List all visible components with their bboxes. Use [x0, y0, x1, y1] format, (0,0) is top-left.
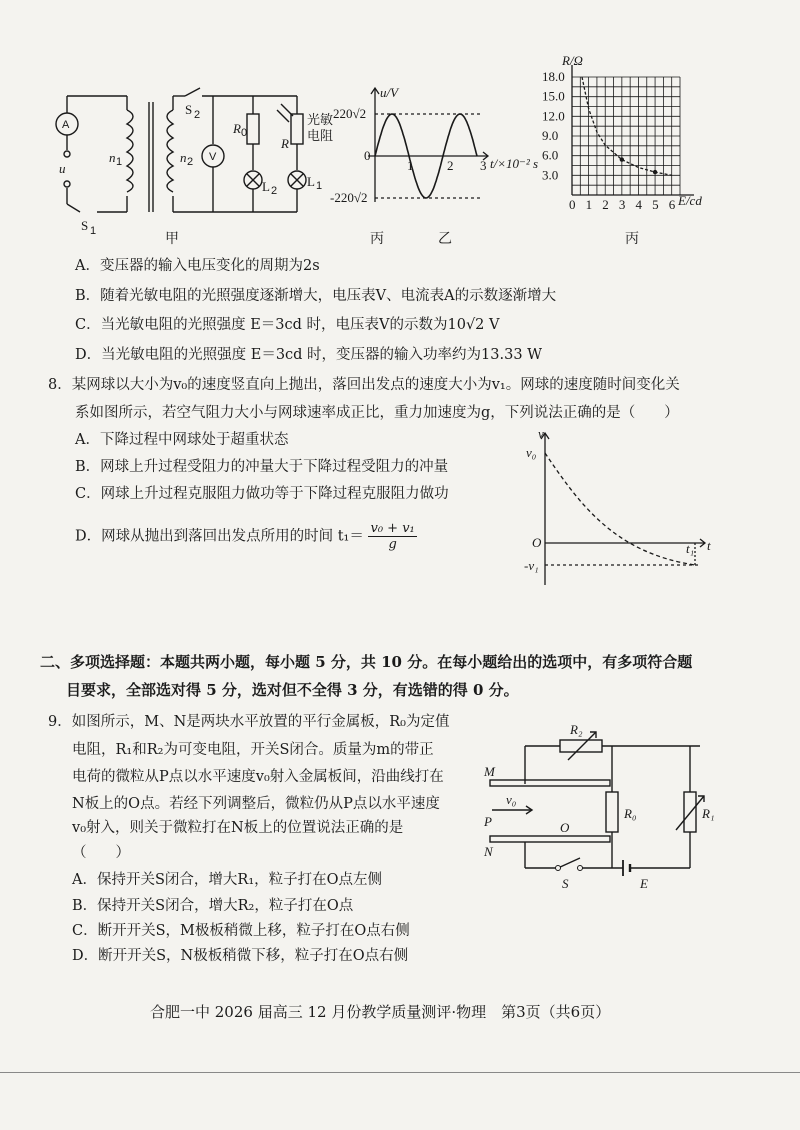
figure-yi-sine: [330, 80, 540, 215]
bing-ylabel: R/Ω: [562, 55, 583, 68]
yi-tick-0: 0: [364, 148, 371, 163]
circuit-e-label: E: [640, 876, 648, 891]
q8-option-d: [75, 521, 417, 552]
figure-jia-circuit: [45, 80, 345, 245]
yi-tick-1: 1: [407, 158, 414, 173]
section2-line1: 二、多项选择题：本题共两小题，每小题 5 分，共 10 分。在每小题给出的选项中，有多项符合题: [40, 653, 693, 671]
q9-stem-line5: v₀射入，则关于微粒打在N板上的位置说法正确的是: [72, 820, 404, 836]
q7-option-c: C．当光敏电阻的光照强度 E＝3cd 时，电压表V的示数为10√2 V: [75, 317, 500, 333]
bing-xlabel: E/cd: [678, 193, 702, 208]
chart-y-tick: 6.0: [542, 147, 559, 163]
chart-x-tick: 4: [635, 197, 642, 212]
circuit-r0-label: R₀: [624, 806, 637, 821]
svg-text:0: 0: [241, 127, 248, 139]
q8-fraction-den: g: [388, 537, 397, 552]
vt-v0: v₀: [526, 445, 537, 460]
svg-text:2: 2: [194, 109, 201, 121]
q8-fraction-num: v₀ + v₁: [370, 521, 415, 536]
q8-option-c: C．网球上升过程克服阻力做功等于下降过程克服阻力做功: [75, 486, 449, 502]
resistor-r2: [560, 740, 602, 752]
chart-x-tick: 5: [652, 197, 659, 212]
vt-neg-v1: -v₁: [524, 558, 539, 573]
chart-x-tick: 0: [569, 197, 576, 212]
circuit-v0-label: v₀: [506, 792, 517, 807]
q9-stem-line3: 电荷的微粒从P点以水平速度v₀射入金属板间，沿曲线打在: [72, 769, 444, 785]
q9-option-b: B．保持开关S闭合，增大R₂，粒子打在O点: [72, 898, 354, 914]
primary-coil: [127, 110, 133, 192]
svg-text:2: 2: [271, 185, 278, 197]
q9-stem-line6: （ ）: [72, 845, 130, 861]
l2-label: L: [262, 179, 270, 194]
n1-label: n: [109, 150, 116, 165]
r-label: R: [281, 136, 289, 151]
voltmeter-label: V: [209, 151, 217, 163]
vt-ylabel: v: [538, 426, 544, 441]
photoresistor: [291, 114, 303, 144]
q9-stem-line1: 9．如图所示，M、N是两块水平放置的平行金属板，R₀为定值: [48, 714, 450, 730]
chart-y-tick: 12.0: [542, 108, 565, 124]
chart-x-tick: 2: [602, 197, 609, 212]
circuit-r1-label: R₁: [702, 806, 715, 821]
q9-circuit: [480, 718, 720, 893]
page-edge-line: [0, 1072, 800, 1073]
chart-point: [620, 157, 624, 161]
switch-s2-label: S: [185, 102, 193, 117]
q8-vt-graph: [520, 425, 720, 590]
n2-label: n: [180, 150, 187, 165]
l1-label: L: [307, 174, 315, 189]
q7-option-a: A．变压器的输入电压变化的周期为2s: [75, 258, 320, 274]
section2-line2: 目要求，全部选对得 5 分，选对但不全得 3 分，有选错的得 0 分。: [66, 681, 519, 699]
figure-bing-chart: [530, 55, 715, 225]
q9-option-a: A．保持开关S闭合，增大R₁，粒子打在O点左侧: [72, 872, 383, 888]
chart-point: [653, 170, 657, 174]
yi-ymax: 220√2: [333, 106, 367, 121]
q8-stem-line2: 系如图所示，若空气阻力大小与网球速率成正比，重力加速度为g，下列说法正确的是（ ）: [75, 405, 679, 421]
circuit-p-label: P: [484, 814, 492, 829]
chart-y-tick: 3.0: [542, 167, 559, 183]
q7-option-d: D．当光敏电阻的光照强度 E＝3cd 时，变压器的输入功率约为13.33 W: [75, 347, 543, 363]
q7-option-b: B．随着光敏电阻的光照强度逐渐增大，电压表V、电流表A的示数逐渐增大: [75, 288, 557, 304]
chart-x-tick: 6: [668, 197, 676, 212]
q9-option-d: D．断开开关S，N极板稍微下移，粒子打在O点右侧: [72, 948, 409, 964]
q9-stem-line4: N板上的O点。若经下列调整后，微粒仍从P点以水平速度: [72, 796, 440, 812]
secondary-coil: [167, 110, 173, 192]
sensor-label-2: 电阻: [307, 128, 334, 143]
yi-tick-2: 2: [447, 158, 454, 173]
q9-stem-line2: 电阻，R₁和R₂为可变电阻，开关S闭合。质量为m的带正: [72, 742, 434, 758]
caption-yi: 乙: [438, 231, 452, 247]
caption-jia: 甲: [165, 231, 179, 247]
yi-ymin: -220√2: [330, 190, 368, 205]
q8-fraction: [368, 521, 416, 552]
svg-text:1: 1: [116, 156, 123, 168]
plate-m: [490, 780, 610, 786]
vt-xlabel: t: [707, 538, 711, 553]
yi-ylabel: u/V: [380, 85, 399, 100]
r0-label: R: [233, 121, 241, 136]
q8-option-a: A．下降过程中网球处于超重状态: [75, 432, 289, 448]
circuit-s-label: S: [562, 876, 569, 891]
svg-text:1: 1: [90, 225, 97, 237]
input-u-label: u: [59, 161, 66, 176]
q8-option-b: B．网球上升过程受阻力的冲量大于下降过程受阻力的冲量: [75, 459, 449, 475]
caption-bing: 丙: [625, 231, 639, 247]
page-footer: 合肥一中 2026 届高三 12 月份教学质量测评·物理 第3页（共6页）: [150, 1003, 611, 1021]
circuit-o-label: O: [560, 820, 570, 835]
svg-text:2: 2: [187, 156, 194, 168]
yi-xlabel: t/×10⁻² s: [490, 156, 539, 171]
circuit-n-label: N: [484, 844, 493, 859]
plate-n: [490, 836, 610, 842]
vt-curve: [545, 453, 695, 565]
caption-yi-left: 丙: [370, 231, 384, 247]
circuit-r2-label: R₂: [570, 722, 583, 737]
q9-option-c: C．断开开关S，M极板稍微上移，粒子打在O点右侧: [72, 923, 410, 939]
chart-x-tick: 1: [585, 197, 593, 212]
chart-y-tick: 18.0: [542, 69, 565, 84]
ammeter-label: A: [62, 119, 70, 131]
yi-tick-3: 3: [480, 158, 487, 173]
chart-y-tick: 9.0: [542, 128, 559, 143]
chart-x-tick: 3: [618, 197, 626, 212]
svg-text:1: 1: [316, 180, 323, 192]
resistor-r0: [606, 792, 618, 832]
sensor-label-1: 光敏: [307, 112, 334, 127]
circuit-m-label: M: [484, 764, 495, 779]
vt-origin: O: [532, 535, 542, 550]
switch-s1-label: S: [81, 218, 89, 233]
q8-stem-line1: 8．某网球以大小为v₀的速度竖直向上抛出，落回出发点的速度大小为v₁。网球的速度随时间变化关: [48, 377, 680, 393]
q8-option-d-text: D．网球从抛出到落回出发点所用的时间 t₁＝: [75, 528, 364, 545]
resistor-r0: [247, 114, 259, 144]
chart-y-tick: 15.0: [542, 88, 565, 104]
vt-t1: t₁: [686, 541, 695, 556]
